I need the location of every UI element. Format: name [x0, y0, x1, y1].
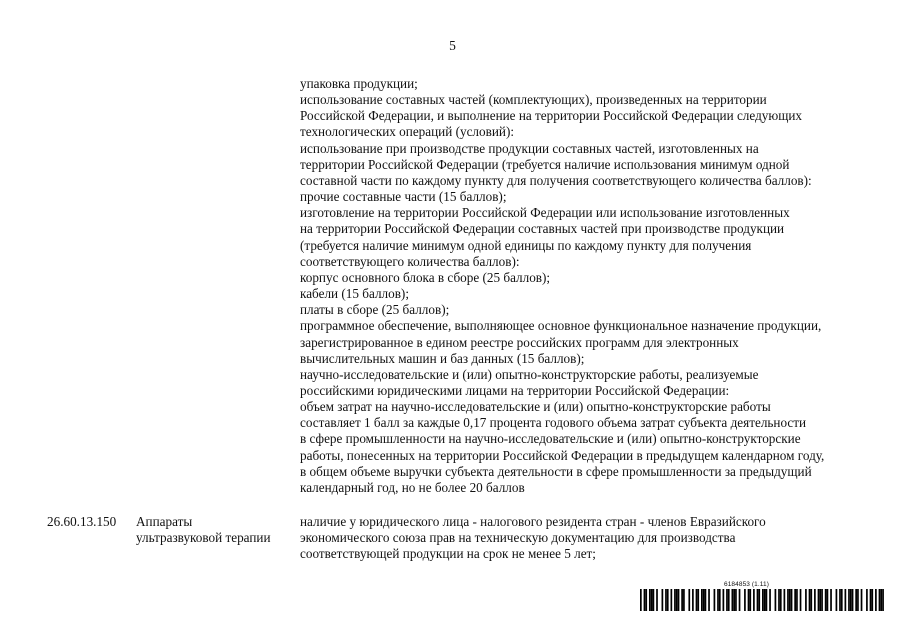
barcode-bar [861, 589, 863, 611]
barcode-bar [836, 589, 838, 611]
barcode-bar [701, 589, 703, 611]
barcode-bar [845, 589, 847, 611]
text-line: объем затрат на научно-исследовательские и (или) опытно-конструкторские работы [300, 399, 771, 415]
barcode-bar [850, 589, 852, 611]
barcode-bar [809, 589, 811, 611]
barcode-bar [644, 589, 646, 611]
barcode-bar [667, 589, 669, 611]
barcode-bar [875, 589, 877, 611]
text-line: Российской Федерации, и выполнение на территории Российской Федерации следующих [300, 108, 803, 124]
text-line: корпус основного блока в сборе (25 баллов); [300, 269, 551, 285]
text-line: составляет 1 балл за каждые 0,17 процента годового объема затрат субъекта деятельности [300, 415, 807, 431]
barcode-bar [708, 589, 710, 611]
barcode-bar [800, 589, 802, 611]
barcode-bar [678, 589, 680, 611]
barcode-bar [769, 589, 771, 611]
barcode-bar [766, 589, 768, 611]
product-requirements [300, 514, 766, 563]
text-line: платы в сборе (25 баллов); [300, 302, 450, 318]
barcode-bar [719, 589, 721, 611]
text-line: технологических операций (условий): [300, 124, 515, 140]
product-name-line: Аппараты [136, 514, 193, 529]
text-line: в общем объеме выручки субъекта деятельности в сфере промышленности за предыдущий [300, 463, 812, 479]
text-line: территории Российской Федерации (требуется наличие использования минимум одной [300, 156, 790, 172]
barcode-bar [714, 589, 716, 611]
barcode-bar [814, 589, 816, 611]
barcode-bar [857, 589, 859, 611]
product-name [136, 514, 271, 546]
barcode-bar [662, 589, 664, 611]
barcode-bar [827, 589, 829, 611]
barcode-bar [866, 589, 868, 611]
barcode-bar [830, 589, 832, 611]
barcode-bar [882, 589, 884, 611]
barcode-bar [683, 589, 685, 611]
barcode-bar [696, 589, 698, 611]
barcode-bar [852, 589, 854, 611]
text-line: научно-исследовательские и (или) опытно-конструкторские работы, реализуемые [300, 366, 759, 382]
barcode-bar [749, 589, 751, 611]
barcode-bar [794, 589, 796, 611]
barcode-bar [733, 589, 735, 611]
barcode-bar [735, 589, 737, 611]
barcode-bar [674, 589, 676, 611]
product-code: 26.60.13.150 [47, 514, 117, 529]
barcode-bar [744, 589, 746, 611]
barcode-bar [819, 589, 821, 611]
barcode-bar [703, 589, 705, 611]
barcode-bar [739, 589, 741, 611]
barcode-bar [784, 589, 786, 611]
barcode-bar [870, 589, 872, 611]
barcode-bar [805, 589, 807, 611]
text-line: российскими юридическими лицами на территории Российской Федерации: [300, 382, 730, 398]
barcode-bar [848, 589, 850, 611]
product-name-line: ультразвуковой терапии [136, 530, 271, 546]
barcode-bar [692, 589, 694, 611]
barcode-bar [723, 589, 725, 611]
barcode-label: 6184853 (1.11) [724, 581, 770, 588]
barcode-bar [758, 589, 760, 611]
barcode-bar [676, 589, 678, 611]
barcode-bar [841, 589, 843, 611]
barcode-bar [649, 589, 651, 611]
requirement-line: экономического союза прав на техническую документацию для производства [300, 530, 736, 546]
text-line: программное обеспечение, выполняющее основное функциональное назначение продукции, [300, 318, 822, 334]
continuation-text [300, 76, 875, 496]
barcode-bar [778, 589, 780, 611]
barcode-bar [818, 589, 820, 611]
barcode-bar [855, 589, 857, 611]
requirement-line: наличие у юридического лица - налогового резидента стран - членов Евразийского [300, 514, 766, 529]
text-line: использование при производстве продукции составных частей, изготовленных на [300, 140, 759, 156]
text-line: изготовление на территории Российской Федерации или использование изготовленных [300, 205, 790, 221]
barcode-bar [871, 589, 873, 611]
barcode-bar [780, 589, 782, 611]
barcode-bar [656, 589, 658, 611]
barcode-bar [757, 589, 759, 611]
text-line: соответствующего количества баллов): [300, 253, 520, 269]
barcode-bar [753, 589, 755, 611]
text-line: работы, понесенных на территории Российской Федерации в предыдущем календарном году, [300, 447, 825, 463]
barcode-bar [653, 589, 655, 611]
barcode-bar [839, 589, 841, 611]
barcode-bar [762, 589, 764, 611]
barcode-bar [728, 589, 730, 611]
barcode-bar [787, 589, 789, 611]
text-line: упаковка продукции; [300, 76, 418, 91]
barcode-bar [697, 589, 699, 611]
barcode-bar [748, 589, 750, 611]
barcode-bar [640, 589, 642, 611]
barcode-bar [810, 589, 812, 611]
barcode-bar [775, 589, 777, 611]
barcode-bar [821, 589, 823, 611]
barcode-bar [726, 589, 728, 611]
text-line: составной части по каждому пункту для получения соответствующего количества баллов): [300, 172, 812, 188]
barcode-bar [645, 589, 647, 611]
barcode [640, 589, 884, 611]
text-line: прочие составные части (15 баллов); [300, 189, 507, 205]
text-line: на территории Российской Федерации составных частей при производстве продукции [300, 221, 785, 237]
barcode-bar [732, 589, 734, 611]
barcode-bar [665, 589, 667, 611]
text-line: вычислительных машин и баз данных (15 баллов); [300, 350, 585, 366]
text-line: в сфере промышленности на научно-исследовательские и (или) опытно-конструкторские [300, 431, 801, 447]
barcode-bar [879, 589, 881, 611]
text-line: зарегистрированное в едином реестре российских программ для электронных [300, 334, 739, 350]
barcode-bar [789, 589, 791, 611]
barcode-bar [688, 589, 690, 611]
text-line: кабели (15 баллов); [300, 286, 409, 302]
barcode-bar [791, 589, 793, 611]
page-number: 5 [449, 38, 456, 53]
barcode-bar [705, 589, 707, 611]
text-line: использование составных частей (комплектующих), произведенных на территории [300, 92, 767, 108]
barcode-bar [796, 589, 798, 611]
barcode-bar [671, 589, 673, 611]
barcode-bar [764, 589, 766, 611]
barcode-bar [651, 589, 653, 611]
barcode-bar [681, 589, 683, 611]
text-line: календарный год, но не более 20 баллов [300, 479, 525, 495]
requirement-line: соответствующей продукции на срок не менее 5 лет; [300, 546, 596, 562]
barcode-bar [717, 589, 719, 611]
barcode-bar [880, 589, 882, 611]
text-line: (требуется наличие минимум одной единицы по каждому пункту для получения [300, 237, 752, 253]
barcode-bar [825, 589, 827, 611]
